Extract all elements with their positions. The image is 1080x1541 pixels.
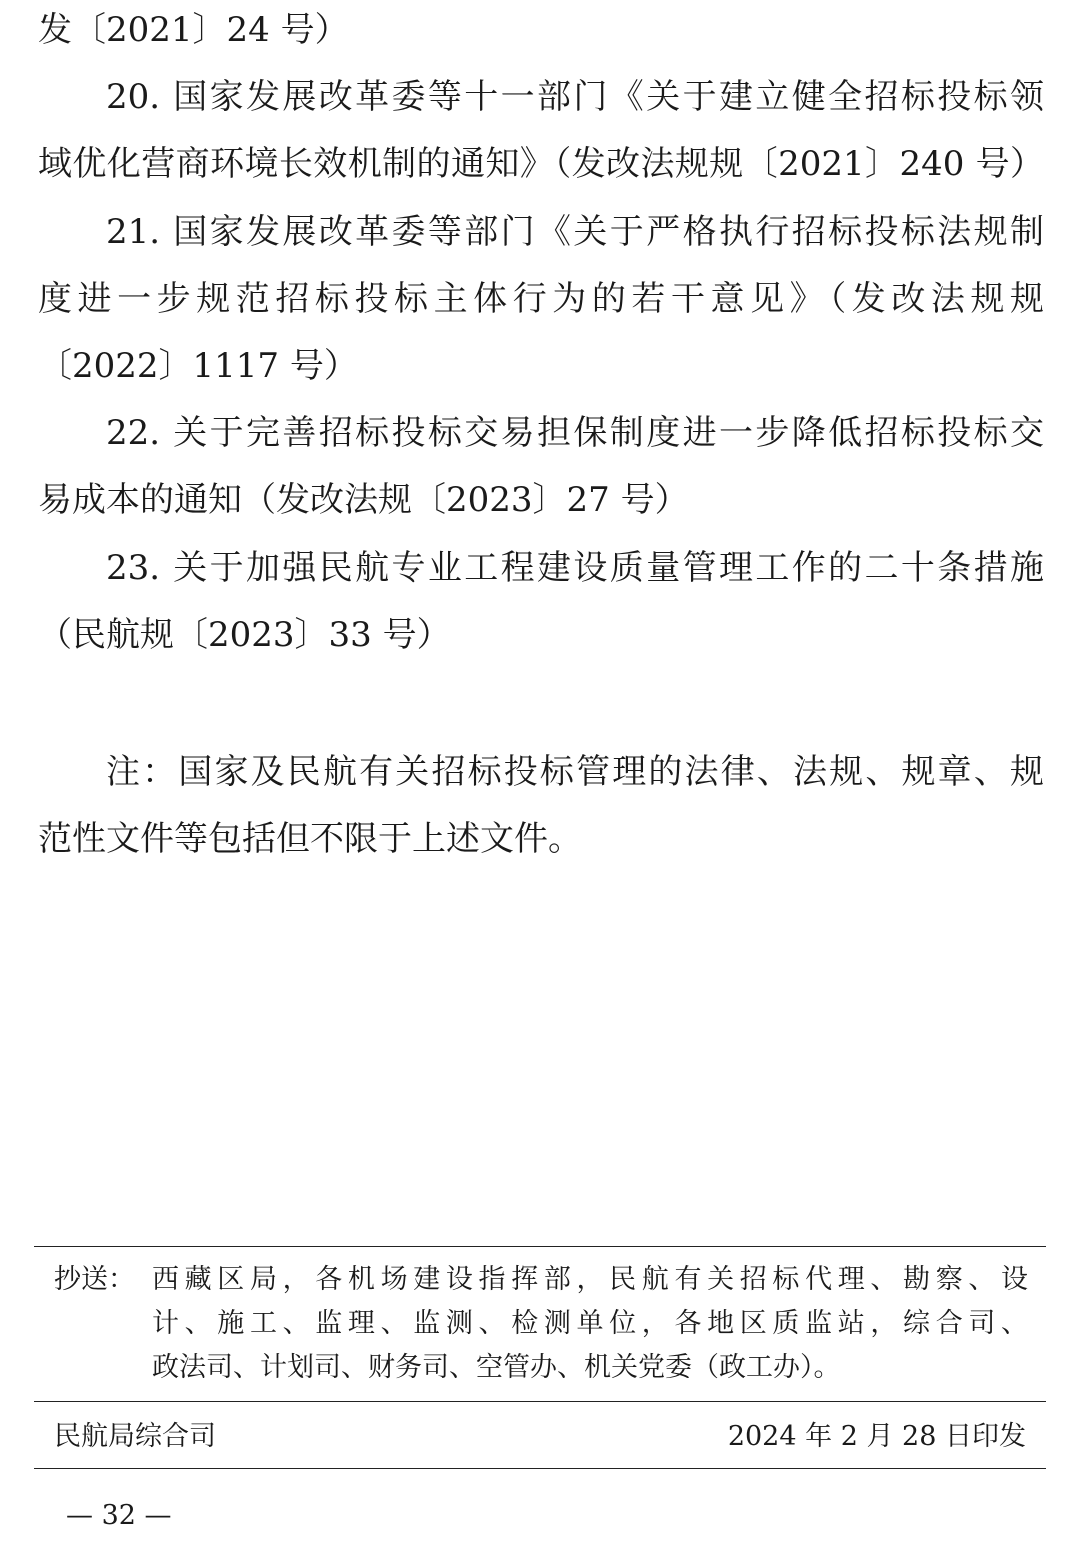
note-line-2: 范性文件等包括但不限于上述文件。 bbox=[38, 819, 582, 859]
item-20-line-1: 20. 国家发展改革委等十一部门《关于建立健全招标投标领 bbox=[106, 77, 1044, 117]
item-21-line-1: 21. 国家发展改革委等部门《关于严格执行招标投标法规制 bbox=[106, 212, 1044, 252]
cc-line-2: 计、施工、监理、监测、检测单位，各地区质监站，综合司、 bbox=[152, 1308, 1028, 1339]
issue-date: 2024 年 2 月 28 日印发 bbox=[727, 1421, 1026, 1452]
issuer: 民航局综合司 bbox=[54, 1421, 216, 1452]
cc-label: 抄送： bbox=[54, 1264, 135, 1295]
item-23-line-2: （民航规〔2023〕33 号） bbox=[38, 615, 451, 655]
item-23-line-1: 23. 关于加强民航专业工程建设质量管理工作的二十条措施 bbox=[106, 548, 1044, 588]
cc-line-1: 西藏区局，各机场建设指挥部，民航有关招标代理、勘察、设 bbox=[152, 1264, 1028, 1295]
cc-bottom-rule bbox=[34, 1401, 1046, 1402]
body-line-1: 发〔2021〕24 号） bbox=[38, 10, 349, 50]
item-21-line-3: 〔2022〕1117 号） bbox=[38, 346, 358, 386]
item-20-line-2: 域优化营商环境长效机制的通知》（发改法规规〔2021〕240 号） bbox=[38, 144, 1044, 184]
footer-bottom-rule bbox=[34, 1468, 1046, 1469]
item-22-line-1: 22. 关于完善招标投标交易担保制度进一步降低招标投标交 bbox=[106, 413, 1044, 453]
item-21-line-2: 度进一步规范招标投标主体行为的若干意见》（发改法规规 bbox=[38, 279, 1044, 319]
note-line-1: 注：国家及民航有关招标投标管理的法律、法规、规章、规 bbox=[106, 752, 1044, 792]
item-22-line-2: 易成本的通知（发改法规〔2023〕27 号） bbox=[38, 480, 689, 520]
page-number: — 32 — bbox=[66, 1500, 172, 1531]
cc-top-rule bbox=[34, 1246, 1046, 1247]
cc-line-3: 政法司、计划司、财务司、空管办、机关党委（政工办）。 bbox=[152, 1352, 841, 1383]
